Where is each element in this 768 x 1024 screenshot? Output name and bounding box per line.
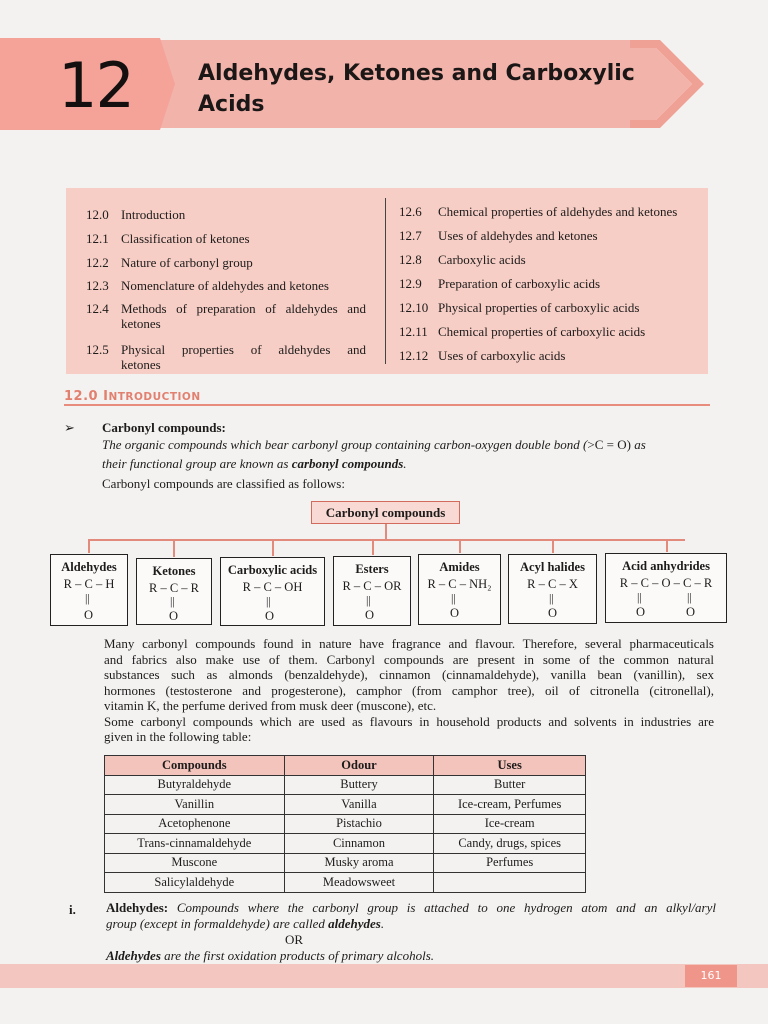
contents-item[interactable]: 12.0 Introduction (86, 207, 186, 222)
carbonyl-definition-line2: their functional group are known as carbonyl compounds. (102, 456, 407, 471)
header-chevron-icon (630, 40, 704, 128)
chart-box-acid-anhydrides: Acid anhydrides R – C – O – C – R || O || O (605, 553, 727, 623)
contents-item[interactable]: 12.7 Uses of aldehydes and ketones (399, 228, 598, 243)
contents-item[interactable]: 12.1 Classification of ketones (86, 231, 250, 246)
section-rule (64, 404, 710, 406)
table-cell: Meadowsweet (284, 873, 434, 893)
table-cell: Vanilla (284, 795, 434, 815)
chapter-number: 12 (58, 49, 133, 122)
table-header: Odour (284, 756, 434, 776)
aldehydes-alt-definition: Aldehydes are the first oxidation products of primary alcohols. (106, 948, 434, 963)
table-cell: Muscone (105, 853, 285, 873)
contents-item[interactable]: 12.9 Preparation of carboxylic acids (399, 276, 601, 291)
chart-connector (385, 524, 387, 540)
chart-connector (272, 540, 274, 556)
table-cell: Trans-cinnamaldehyde (105, 834, 285, 854)
table-cell: Ice-cream, Perfumes (434, 795, 586, 815)
table-cell: Salicylaldehyde (105, 873, 285, 893)
contents-item[interactable]: 12.10 Physical properties of carboxylic acids (399, 300, 640, 315)
table-cell: Cinnamon (284, 834, 434, 854)
table-cell: Buttery (284, 775, 434, 795)
contents-left-column (86, 207, 366, 376)
table-row (105, 873, 586, 893)
table-header: Compounds (105, 756, 285, 776)
table-cell: Musky aroma (284, 853, 434, 873)
table-row (105, 814, 586, 834)
classification-intro: Carbonyl compounds are classified as follows: (102, 476, 345, 491)
chapter-title-line: Acids (198, 92, 265, 117)
table-cell: Pistachio (284, 814, 434, 834)
chart-connector (88, 540, 90, 553)
contents-item[interactable]: 12.2 Nature of carbonyl group (86, 255, 253, 270)
contents-item[interactable]: 12.8 Carboxylic acids (399, 252, 526, 267)
table-cell: Candy, drugs, spices (434, 834, 586, 854)
chart-connector (459, 540, 461, 553)
paragraph-line: given in the following table: (104, 729, 252, 744)
table-cell: Vanillin (105, 795, 285, 815)
chart-connector (666, 540, 668, 552)
chapter-title (198, 58, 638, 120)
table-cell: Acetophenone (105, 814, 285, 834)
paragraph-line: and fabrics also make use of them. Carbonyl compounds are present in some of the common natural (104, 651, 714, 667)
list-marker: i. (69, 902, 76, 917)
chart-box-aldehydes: Aldehydes R – C – H || O (50, 554, 128, 626)
chart-connector (552, 540, 554, 553)
contents-item[interactable]: 12.11 Chemical properties of carboxylic acids (399, 324, 646, 339)
table-cell: Butyraldehyde (105, 775, 285, 795)
contents-item[interactable]: 12.6 Chemical properties of aldehydes and ketones (399, 204, 678, 219)
bullet-arrow-icon: ➢ (64, 420, 75, 435)
chart-connector (372, 540, 374, 555)
contents-divider (385, 198, 386, 364)
footer-band (0, 964, 768, 988)
contents-item[interactable]: 12.5 Physical properties of aldehydes and ketones (86, 342, 366, 372)
subheading-carbonyl: Carbonyl compounds: (102, 420, 226, 435)
table-row (105, 795, 586, 815)
chart-connector (88, 539, 685, 541)
table-row (105, 853, 586, 873)
table-header-row (105, 756, 586, 776)
table-cell: Butter (434, 775, 586, 795)
aldehydes-definition: Aldehydes: Compounds where the carbonyl group is attached to one hydrogen atom and an alkyl/aryl group (except in formaldehyde) are called aldehydes. (106, 900, 716, 931)
carbonyl-definition: The organic compounds which bear carbonyl group containing carbon-oxygen double bond (>C = O) as (102, 437, 646, 452)
section-heading: 12.0 INTRODUCTION (64, 389, 201, 404)
table-row (105, 834, 586, 854)
paragraph-line: Some carbonyl compounds which are used as flavours in household products and solvents in industries are (104, 713, 714, 729)
contents-item[interactable]: 12.12 Uses of carboxylic acids (399, 348, 566, 363)
table-cell: Ice-cream (434, 814, 586, 834)
paragraph-line: Many carbonyl compounds found in nature have fragrance and flavour. Therefore, several pharmaceuticals (104, 636, 714, 651)
chart-box-esters: Esters R – C – OR || O (333, 556, 411, 626)
table-cell: Perfumes (434, 853, 586, 873)
chart-box-acyl-halides: Acyl halides R – C – X || O (508, 554, 597, 624)
contents-right-column (399, 204, 704, 372)
table-row (105, 775, 586, 795)
chart-root-box: Carbonyl compounds (311, 501, 460, 524)
paragraph-line: substances such as almonds (benzaldehyde), cinnamon (cinnamaldehyde), vanilla bean (vanillin), sex (104, 667, 714, 682)
table-cell (434, 873, 586, 893)
chart-box-ketones: Ketones R – C – R || O (136, 558, 212, 625)
contents-item[interactable]: 12.4 Methods of preparation of aldehydes and ketones (86, 301, 366, 331)
chart-box-amides: Amides R – C – NH₂ || O (418, 554, 501, 625)
chapter-title-line: Aldehydes, Ketones and Carboxylic (198, 61, 635, 86)
chart-connector (173, 540, 175, 557)
flavour-table (104, 755, 586, 893)
intro-paragraph (104, 636, 714, 745)
paragraph-line: vitamin K, the perfume derived from musk deer (muscone), etc. (104, 698, 437, 713)
page-number: 161 (685, 965, 737, 987)
paragraph-line: hormones (testosterone and progesterone), camphor (from camphor tree), oil of citronella (citronellal), (104, 682, 714, 698)
table-header: Uses (434, 756, 586, 776)
or-separator: OR (285, 932, 304, 947)
chart-box-carboxylic-acids: Carboxylic acids R – C – OH || O (220, 557, 325, 626)
contents-item[interactable]: 12.3 Nomenclature of aldehydes and ketones (86, 278, 329, 293)
